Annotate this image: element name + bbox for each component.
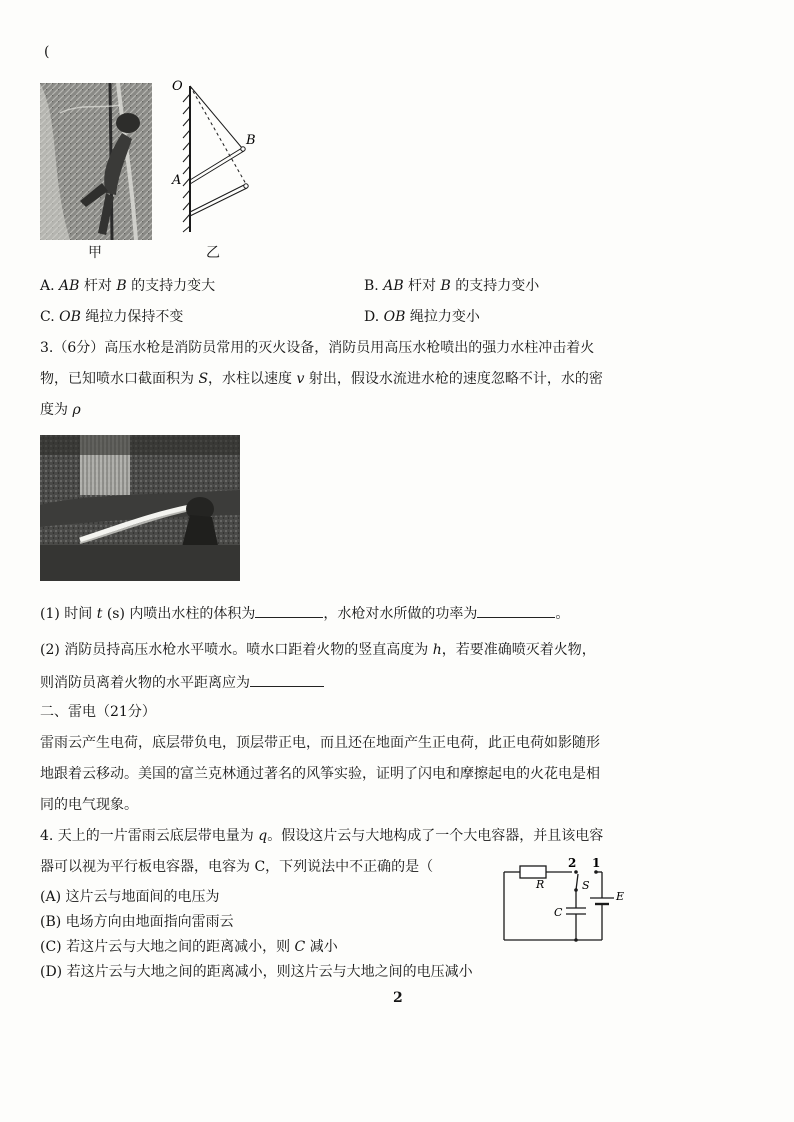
section-2-title: 二、雷电（21分） [40, 704, 156, 720]
answer-blank-power[interactable] [477, 603, 555, 618]
q4-stem-line2: 器可以视为平行板电容器，电容为 C，下列说法中不正确的是（ [40, 859, 434, 875]
leading-parenthesis: ( [44, 44, 50, 60]
option-D: D. OB 绳拉力变小 [364, 309, 480, 325]
circuit-terminal-2-label: 2 [568, 856, 577, 870]
point-A-label: A [172, 173, 182, 188]
fig-jia-label: 甲 [88, 245, 102, 261]
fig-yi-label: 乙 [206, 245, 220, 261]
fire-hose-photo [40, 435, 240, 581]
circuit-E-label: E [616, 890, 625, 903]
circuit-terminal-1-label: 1 [592, 856, 601, 870]
q4-option-D: (D) 若这片云与大地之间的距离减小，则这片云与大地之间的电压减小 [40, 964, 473, 980]
q4-option-A: (A) 这片云与地面间的电压为 [40, 889, 220, 905]
answer-blank-distance[interactable] [250, 672, 324, 687]
fig-yi-diagram [150, 72, 270, 242]
circuit-C-label: C [554, 906, 563, 919]
section-2-para-line2: 地跟着云移动。美国的富兰克林通过著名的风筝实验，证明了闪电和摩擦起电的火花电是相 [40, 766, 600, 782]
fig-jia-photo [40, 83, 152, 240]
option-B: B. AB 杆对 B 的支持力变小 [364, 278, 540, 294]
section-2-para-line1: 雷雨云产生电荷，底层带负电，顶层带正电，而且还在地面产生正电荷，此正电荷如影随形 [40, 735, 600, 751]
answer-blank-volume[interactable] [255, 603, 323, 618]
fire-hose-image [40, 435, 240, 581]
q3-sub1: (1) 时间 t (s) 内喷出水柱的体积为 ，水枪对水所做的功率为 。 [40, 603, 569, 624]
q3-stem-line3: 度为 ρ [40, 402, 81, 418]
q4-option-C: (C) 若这片云与大地之间的距离减小，则 C 减小 [40, 939, 338, 955]
rc-circuit-diagram [492, 856, 632, 948]
page-number: 2 [393, 990, 403, 1006]
q3-stem-line1: 3.（6分）高压水枪是消防员常用的灭火设备，消防员用高压水枪喷出的强力水柱冲击着火 [40, 340, 595, 356]
section-2-para-line3: 同的电气现象。 [40, 797, 138, 813]
q4-stem-line1: 4. 天上的一片雷雨云底层带电量为 q。假设这片云与大地构成了一个大电容器，并且该电容 [40, 828, 604, 844]
q3-stem-line2: 物，已知喷水口截面积为 S，水柱以速度 v 射出，假设水流进水枪的速度忽略不计，水的密 [40, 371, 603, 387]
q4-option-B: (B) 电场方向由地面指向雷雨云 [40, 914, 234, 930]
q3-sub2-line2: 则消防员离着火物的水平距离应为 [40, 672, 324, 693]
circuit-R-label: R [536, 878, 545, 891]
option-A: A. AB 杆对 B 的支持力变大 [40, 278, 216, 294]
circuit-S-label: S [582, 879, 590, 892]
point-B-label: B [246, 133, 256, 148]
climber-photo-image [40, 83, 152, 240]
option-C: C. OB 绳拉力保持不变 [40, 309, 184, 325]
q3-sub2-line1: (2) 消防员持高压水枪水平喷水。喷水口距着火物的竖直高度为 h，若要准确喷灭着火物， [40, 642, 596, 658]
point-O-label: O [172, 79, 183, 94]
